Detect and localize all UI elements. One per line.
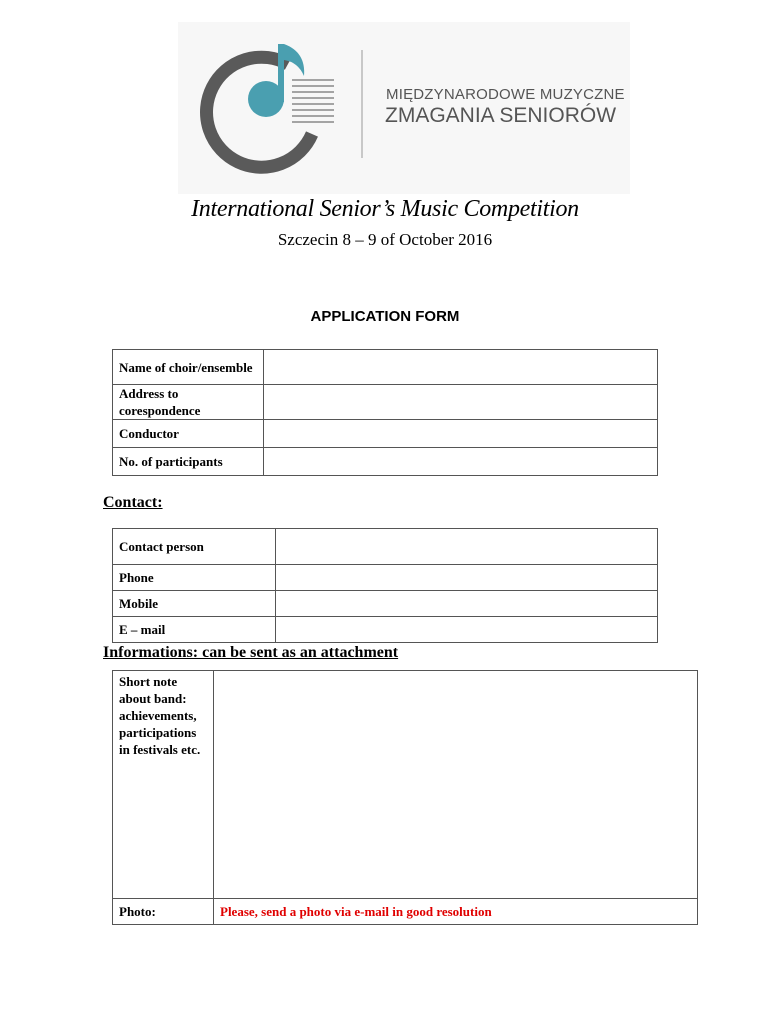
field-label: Address to corespondence — [113, 385, 264, 420]
field-label: Mobile — [113, 591, 276, 617]
page-title: International Senior’s Music Competition — [191, 196, 579, 222]
field-label: Phone — [113, 565, 276, 591]
application-table — [112, 349, 658, 476]
email-field[interactable] — [276, 617, 658, 643]
info-table — [112, 670, 698, 925]
table-row — [113, 617, 658, 643]
info-heading: Informations: can be sent as an attachment — [103, 644, 399, 661]
table-row — [113, 448, 658, 476]
field-label: Name of choir/ensemble — [113, 350, 264, 385]
contact-table — [112, 528, 658, 643]
page-subtitle: Szczecin 8 – 9 of October 2016 — [277, 230, 493, 249]
participants-field[interactable] — [264, 448, 658, 476]
logo-text-line1: MIĘDZYNARODOWE MUZYCZNE — [386, 86, 625, 103]
table-row — [113, 385, 658, 420]
table-row — [113, 591, 658, 617]
field-label: Contact person — [113, 529, 276, 565]
table-row — [113, 529, 658, 565]
field-label: No. of participants — [113, 448, 264, 476]
logo — [178, 22, 630, 194]
table-row — [113, 350, 658, 385]
name-field[interactable] — [264, 350, 658, 385]
field-label: E – mail — [113, 617, 276, 643]
field-label: Short note about band: achievements, participations in festivals etc. — [113, 671, 214, 899]
mobile-field[interactable] — [276, 591, 658, 617]
table-row — [113, 899, 698, 925]
contact-heading: Contact: — [103, 494, 163, 511]
phone-field[interactable] — [276, 565, 658, 591]
conductor-field[interactable] — [264, 420, 658, 448]
photo-note: Please, send a photo via e-mail in good resolution — [214, 899, 698, 925]
logo-divider — [361, 50, 363, 158]
table-row — [113, 565, 658, 591]
form-title: APPLICATION FORM — [310, 308, 460, 325]
table-row — [113, 671, 698, 899]
table-row — [113, 420, 658, 448]
contact-person-field[interactable] — [276, 529, 658, 565]
music-note-logo-icon — [178, 22, 358, 194]
field-label: Conductor — [113, 420, 264, 448]
address-field[interactable] — [264, 385, 658, 420]
logo-text-line2: ZMAGANIA SENIORÓW — [385, 104, 617, 127]
short-note-field[interactable] — [214, 671, 698, 899]
field-label: Photo: — [113, 899, 214, 925]
